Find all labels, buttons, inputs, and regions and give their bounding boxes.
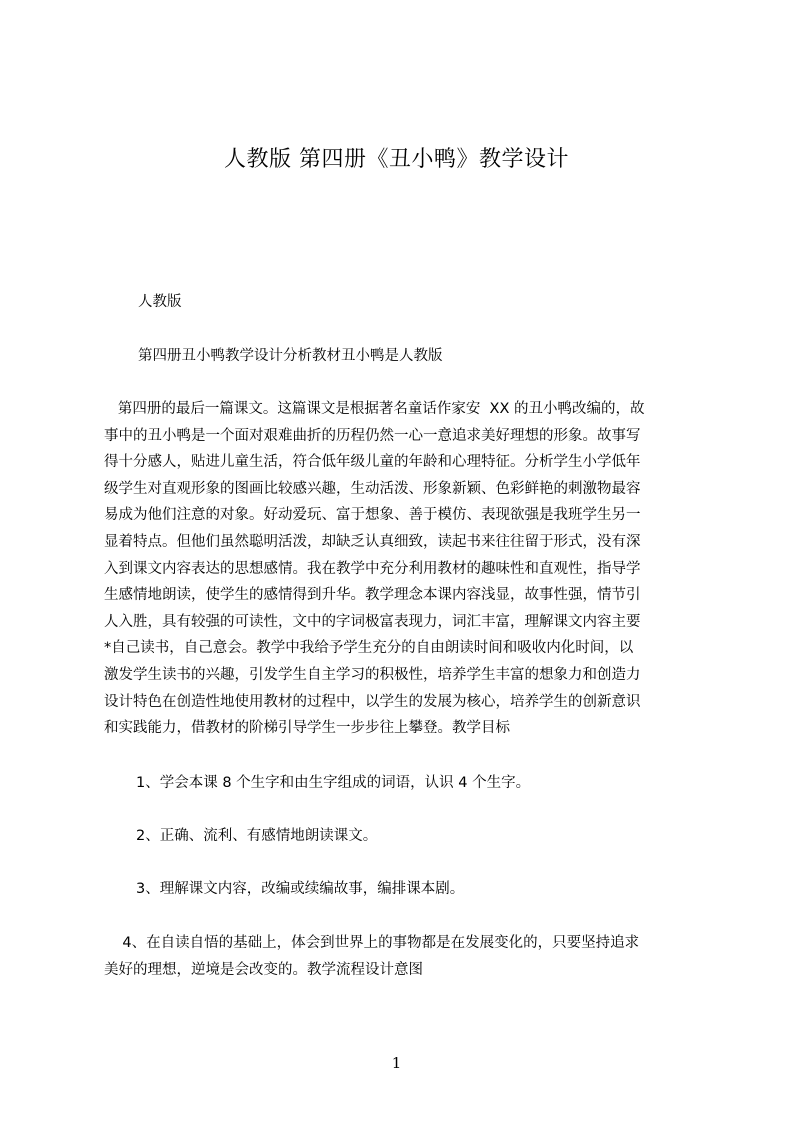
- text-line: 设计特色在创造性地使用教材的过程中，以学生的发展为核心，培养学生的创新意识: [104, 693, 641, 710]
- document-title: 人教版 第四册《丑小鸭》教学设计: [224, 147, 569, 172]
- text-line: 显着特点。但他们虽然聪明活泼，却缺乏认真细致，读起书来往往留于形式，没有深: [104, 533, 641, 550]
- objective-4: [104, 930, 694, 983]
- page-number: 1: [391, 1054, 402, 1072]
- text-line: 2、正确、流利、有感情地朗读课文。: [136, 828, 378, 844]
- text-line: *自己读书，自己意会。教学中我给予学生充分的自由朗读时间和吸收内化时间，以: [104, 640, 634, 657]
- objective-2: [136, 823, 726, 850]
- text-line: 1、学会本课 8 个生字和由生字组成的词语，认识 4 个生字。: [136, 775, 531, 791]
- text-line: 易成为他们注意的对象。好动爱玩、富于想象、善于模仿、表现欲强是我班学生另一: [104, 507, 641, 524]
- text-line: 入到课文内容表达的思想感情。我在教学中充分利用教材的趣味性和直观性，指导学: [104, 560, 641, 577]
- text-line: 得十分感人，贴进儿童生活，符合低年级儿童的年龄和心理特征。分析学生小学低年: [104, 454, 641, 471]
- text-line: 人入胜，具有较强的可读性，文中的字词极富表现力，词汇丰富，理解课文内容主要: [104, 613, 641, 630]
- text-line: 3、理解课文内容，改编或续编故事，编排课本剧。: [136, 881, 465, 897]
- paragraph-edition: [138, 289, 728, 316]
- text-line: 和实践能力，借教材的阶梯引导学生一步步往上攀登。教学目标: [104, 720, 510, 737]
- objective-1: [136, 770, 726, 797]
- paragraph-intro: [138, 343, 728, 370]
- text-line: 第四册的最后一篇课文。这篇课文是根据著名童话作家安 XX 的丑小鸭改编的，故: [104, 401, 645, 417]
- text-line: 激发学生读书的兴趣，引发学生自主学习的积极性，培养学生丰富的想象力和创造力: [104, 666, 641, 683]
- text-line: 第四册丑小鸭教学设计分析教材丑小鸭是人教版: [138, 348, 443, 364]
- text-line: 级学生对直观形象的图画比较感兴趣，生动活泼、形象新颖、色彩鲜艳的刺激物最容: [104, 480, 641, 497]
- objective-3: [136, 876, 726, 903]
- text-line: 4、在自读自悟的基础上，体会到世界上的事物都是在发展变化的，只要坚持追求: [104, 935, 640, 951]
- text-line: 美好的理想，逆境是会改变的。教学流程设计意图: [104, 961, 423, 978]
- paragraph-analysis: [104, 396, 694, 742]
- text-line: 生感情地朗读，使学生的感情得到升华。教学理念本课内容浅显，故事性强，情节引: [104, 587, 641, 604]
- text-line: 事中的丑小鸭是一个面对艰难曲折的历程仍然一心一意追求美好理想的形象。故事写: [104, 427, 641, 444]
- text-line: 人教版: [138, 294, 182, 310]
